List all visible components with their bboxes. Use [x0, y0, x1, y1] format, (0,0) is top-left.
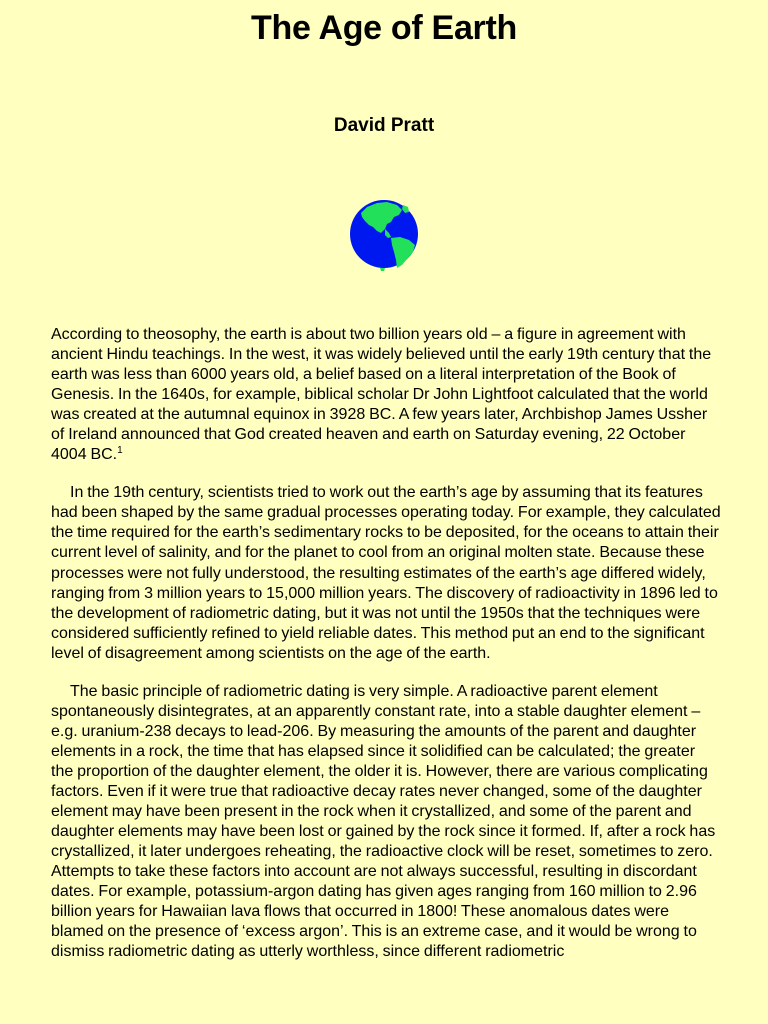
paragraph-2: In the 19th century, scientists tried to work out the earth’s age by assuming that its features had been shaped by the same gradual processes operating today. For example, they calculated the time required for the earth’s sedimentary rocks to be deposited, for the oceans to attain their current level of salinity, and for the planet to cool from an original molten state. Because these processes were not fully understood, the resulting estimates of the earth’s age differed widely, ranging from 3 million years to 15,000 million years. The discovery of radioactivity in 1896 led to the development of radiometric dating, but it was not until the 1950s that the techniques were considered sufficiently refined to yield reliable dates. This method put an end to the significant level of disagreement among scientists on the age of the earth. [51, 484, 721, 662]
author-name: David Pratt [333, 115, 435, 136]
paragraph-1 [51, 325, 721, 465]
article-body [51, 325, 721, 962]
paragraph-1-text: According to theosophy, the earth is about two billion years old – a figure in agreement with ancient Hindu teachings. In the west, it was widely believed until the early 19th century that the earth was less than 6000 years old, a belief based on a literal interpretation of the Book of Genesis. In the 1640s, for example, biblical scholar Dr John Lightfoot calculated that the world was created at the autumnal equinox in 3928 BC. A few years later, Archbishop James Ussher of Ireland announced that God created heaven and earth on Saturday evening, 22 October 4004 BC. [51, 326, 712, 464]
earth-globe-icon [347, 197, 421, 271]
footnote-1-link[interactable]: 1 [117, 445, 123, 457]
page-title: The Age of Earth [251, 9, 517, 47]
paragraph-3: The basic principle of radiometric dating is very simple. A radioactive parent element spontaneously disintegrates, at an apparently constant rate, into a stable daughter element – e.g. uranium-238 decays to lead-206. By measuring the amounts of the parent and daughter elements in a rock, the time that has elapsed since it solidified can be calculated; the greater the proportion of the daughter element, the older it is. However, there are various complicating factors. Even if it were true that radioactive decay rates never changed, some of the daughter element may have been present in the rock when it crystallized, and some of the parent and daughter elements may have been lost or gained by the rock since it formed. If, after a rock has crystallized, it later undergoes reheating, the radioactive clock will be reset, sometimes to zero. Attempts to take these factors into account are not always successful, resulting in discordant dates. For example, potassium-argon dating has given ages ranging from 160 million to 2.96 billion years for Hawaiian lava flows that occurred in 1800! These anomalous dates were blamed on the presence of ‘excess argon’. This is an extreme case, and it would be wrong to dismiss radiometric dating as utterly worthless, since different radiometric [51, 682, 716, 961]
